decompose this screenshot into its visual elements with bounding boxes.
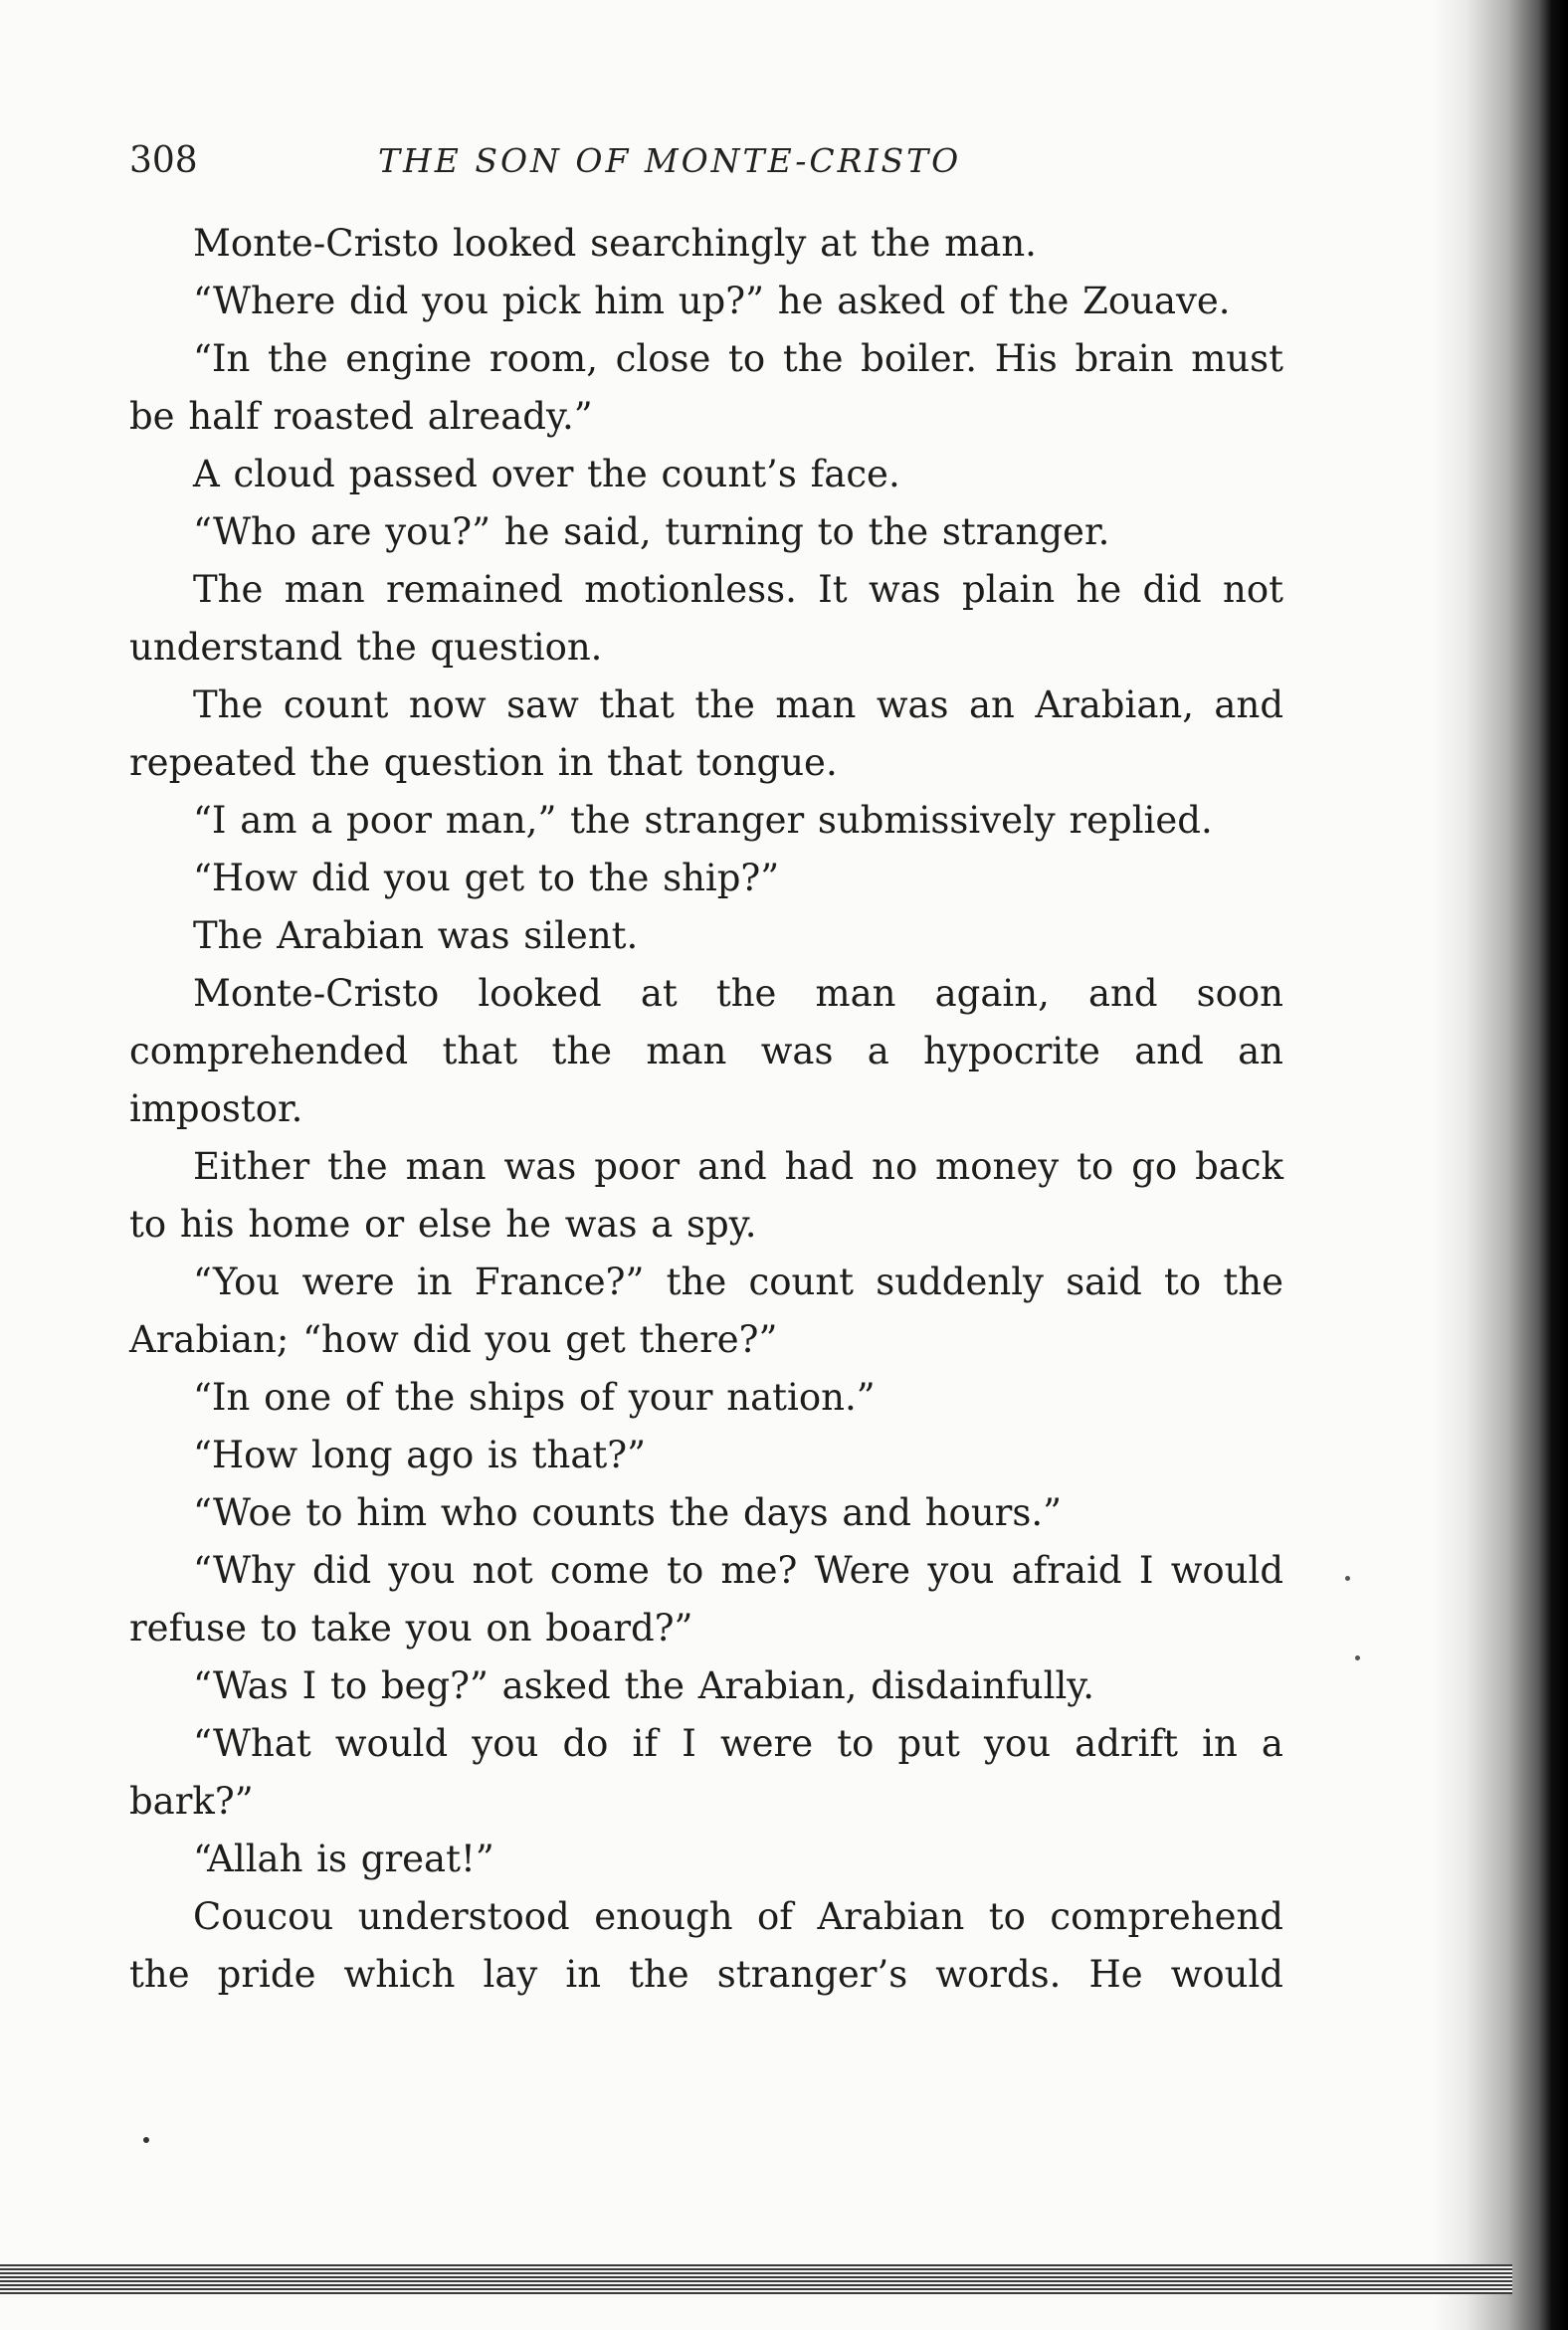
paragraph: “Why did you not come to me? Were you afraid I would refuse to take you on board?”: [129, 1549, 1283, 1650]
ink-speck: [143, 2137, 149, 2143]
ink-speck: [1345, 1576, 1350, 1581]
paragraph: “I am a poor man,” the stranger submissively replied.: [193, 799, 1213, 842]
ink-speck: [1355, 1655, 1360, 1660]
body-text: [129, 215, 1283, 2004]
paragraph: “You were in France?” the count suddenly said to the Arabian; “how did you get there?”: [129, 1261, 1283, 1361]
paragraph: “In the engine room, close to the boiler. His brain must be half roasted already.”: [129, 337, 1283, 438]
paragraph: “Was I to beg?” asked the Arabian, disdainfully.: [193, 1664, 1095, 1707]
paragraph: Monte-Cristo looked searchingly at the man.: [193, 222, 1037, 265]
paragraph: The count now saw that the man was an Arabian, and repeated the question in that tongue.: [129, 683, 1283, 784]
page-header: [129, 133, 1283, 189]
paragraph: A cloud passed over the count’s face.: [193, 453, 900, 495]
paragraph: “How long ago is that?”: [193, 1434, 647, 1476]
paragraph: “Woe to him who counts the days and hours.”: [193, 1491, 1062, 1534]
paragraph: Monte-Cristo looked at the man again, and soon comprehended that the man was a hypocrite and an impostor.: [129, 972, 1283, 1130]
running-title: THE SON OF MONTE-CRISTO: [378, 141, 962, 180]
paragraph: “What would you do if I were to put you adrift in a bark?”: [129, 1722, 1283, 1823]
paragraph: “How did you get to the ship?”: [193, 857, 780, 899]
paragraph: “Allah is great!”: [193, 1838, 494, 1880]
paragraph: “Where did you pick him up?” he asked of the Zouave.: [193, 280, 1231, 322]
paragraph: “In one of the ships of your nation.”: [193, 1376, 876, 1419]
page-number: 308: [129, 140, 198, 181]
paragraph: The man remained motionless. It was plain he did not understand the question.: [129, 568, 1283, 669]
paragraph: Coucou understood enough of Arabian to comprehend the pride which lay in the stranger’s words. He would: [129, 1895, 1283, 1996]
bottom-edge-rule: [0, 2264, 1512, 2294]
paragraph: The Arabian was silent.: [193, 914, 639, 957]
paragraph: “Who are you?” he said, turning to the stranger.: [193, 510, 1110, 553]
binding-shadow: [1433, 0, 1568, 2330]
paragraph: Either the man was poor and had no money to go back to his home or else he was a spy.: [129, 1145, 1283, 1246]
